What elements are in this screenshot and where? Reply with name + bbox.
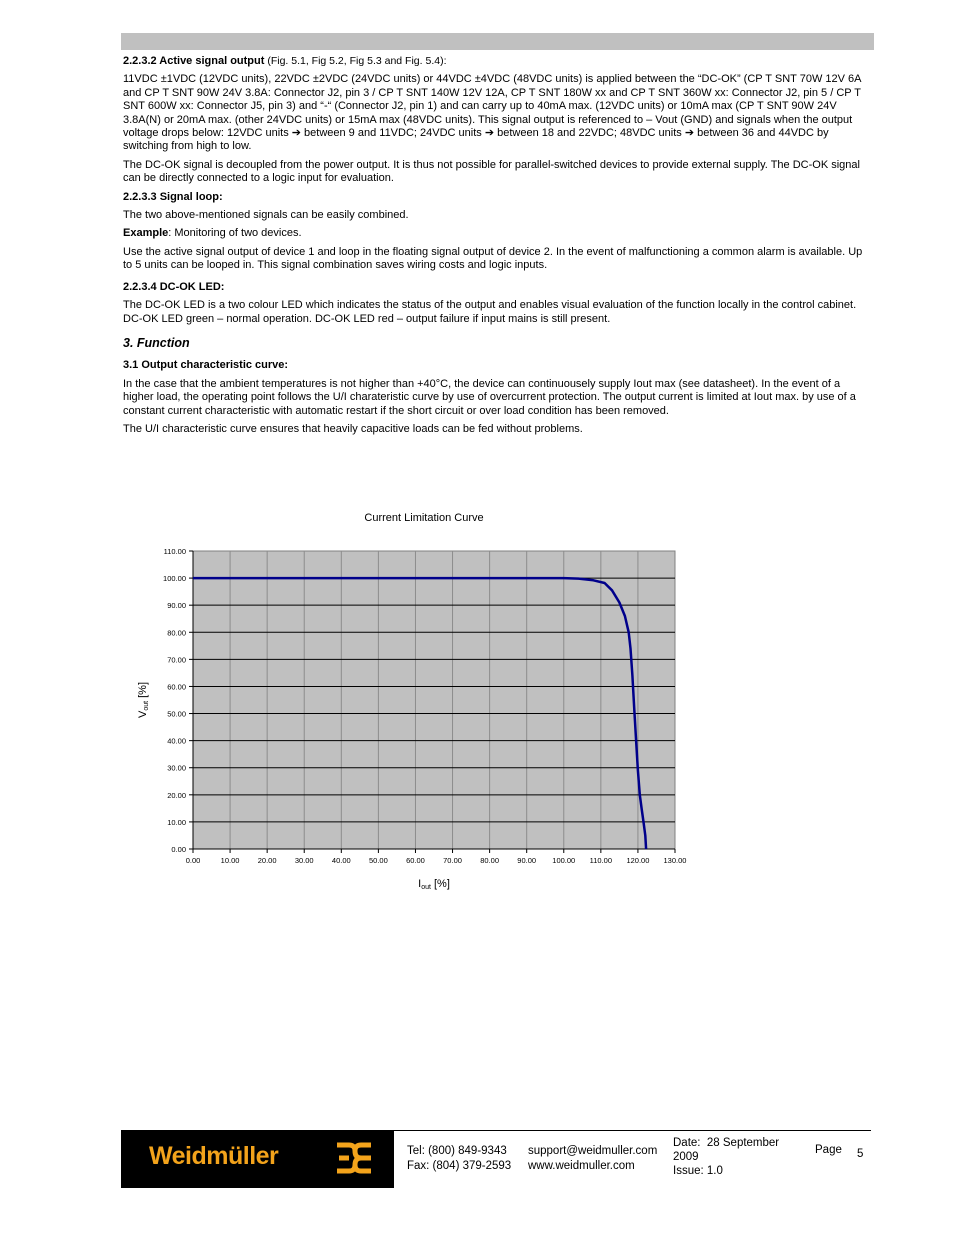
y-tick-label: 100.00 — [163, 574, 186, 584]
x-tick-label: 100.00 — [552, 856, 576, 865]
section-heading-output-curve: 3.1 Output characteristic curve: — [123, 359, 289, 372]
footer-website[interactable]: www.weidmuller.com — [528, 1160, 635, 1172]
weidmuller-cross-icon — [335, 1141, 373, 1175]
y-tick-label: 40.00 — [167, 736, 186, 746]
footer-tel: Tel: (800) 849-9343 — [407, 1145, 507, 1157]
section-heading-active-signal-output: 2.2.3.2 Active signal output (Fig. 5.1, Fig 5.2, Fig 5.3 and Fig. 5.4): — [123, 55, 447, 67]
footer-date-year: 2009 — [673, 1151, 699, 1163]
x-tick-label: 10.00 — [220, 856, 240, 865]
x-tick-label: 120.00 — [626, 856, 650, 865]
x-tick-label: 90.00 — [517, 856, 537, 865]
footer-page-label: Page — [815, 1144, 842, 1156]
section-heading-function: 3. Function — [123, 335, 190, 350]
y-tick-label: 80.00 — [167, 628, 186, 638]
footer-date: Date: 28 September — [673, 1137, 780, 1149]
x-tick-label: 60.00 — [406, 856, 425, 865]
arrow-icon: ➔ — [291, 127, 301, 140]
paragraph-signal-loop-usage: Use the active signal output of device 1 and loop in the floating signal output of device 2. In the event of malfunctioning a common alarm is available. Up to 5 units can be looped in. This signal combination saves wiring costs and logic inputs. — [123, 245, 863, 272]
section-heading-signal-loop: 2.2.3.3 Signal loop: — [123, 190, 223, 203]
y-tick-label: 30.00 — [167, 763, 186, 773]
y-tick-label: 10.00 — [167, 817, 186, 827]
x-tick-label: 50.00 — [368, 856, 388, 865]
paragraph-dc-ok-decoupled: The DC-OK signal is decoupled from the power output. It is thus not possible for parallel-switched devices to provide external supply. The DC-OK signal can be directly connected to a logic input for evaluation. — [123, 158, 860, 185]
arrow-icon: ➔ — [484, 127, 495, 140]
y-axis-label: Vout [%] — [137, 681, 150, 719]
x-tick-label: 130.00 — [663, 856, 687, 865]
paragraph-output-curve: In the case that the ambient temperatures is not higher than +40°C, the device can continuousely supply Iout max (see datasheet). In the event of a higher load, the operating point follows the U/I charateristic curve by use of overcurrent protection. The output current is limited at Iout max. by use of a constant current characteristic with automatic restart if the short circuit or over load condition has been removed. — [123, 377, 856, 417]
x-tick-label: 30.00 — [294, 856, 314, 865]
section-heading-dc-ok-led: 2.2.3.4 DC-OK LED: — [123, 280, 225, 293]
paragraph-active-signal: 11VDC ±1VDC (12VDC units), 22VDC ±2VDC (24VDC units) or 44VDC ±4VDC (48VDC units) is applied between the “DC-OK” (CP T SNT 70W 12V 6A and CP T SNT 90W 24V 3.8A: Connector J2, pin 3 / CP T SNT 140W 12V 12A, CP T SNT 180W xx and CP T SNT 360W xx: Connector J2, pin 5 / CP T SNT 600W xx: Connector J5, pin 3) and “-“ (Connector J2, pin 1) and can carry up to 40mA max. (12VDC units) or 10mA max (CP T SNT 90W 24V 3.8A(N) or 20mA max. (other 24VDC units) or 15mA max (48VDC units). This signal output is referenced to – Vout (GND) and signals when the output voltage drops below: 12VDC units ➔ between 9 and 11VDC; 24VDC units ➔ between 18 and 22VDC; 48VDC units ➔ between 36 and 44VDC by switching from high to low. — [123, 73, 861, 153]
arrow-icon: ➔ — [684, 127, 695, 140]
x-axis-label: Iout [%] — [418, 878, 450, 891]
x-tick-label: 80.00 — [480, 856, 500, 865]
x-tick-label: 110.00 — [589, 856, 613, 865]
chart-title: Current Limitation Curve — [364, 512, 484, 524]
y-tick-label: 60.00 — [167, 682, 186, 692]
x-tick-label: 0.00 — [185, 856, 201, 865]
paragraph-dc-ok-led: The DC-OK LED is a two colour LED which indicates the status of the output and enables visual evaluation of the function locally in the control cabinet. DC-OK LED green – normal operation. DC-OK LED red – output failure if input mains is still present. — [123, 299, 857, 325]
x-tick-label: 20.00 — [257, 856, 277, 865]
y-tick-label: 20.00 — [167, 790, 186, 800]
footer-page-number: 5 — [857, 1148, 864, 1160]
y-tick-label: 0.00 — [171, 845, 186, 854]
y-tick-label: 90.00 — [167, 601, 186, 611]
x-tick-label: 40.00 — [331, 856, 351, 865]
footer-issue: Issue: 1.0 — [673, 1165, 723, 1177]
footer-fax: Fax: (804) 379-2593 — [407, 1160, 512, 1172]
figure-reference: (Fig. 5.1, Fig 5.2, Fig 5.3 and Fig. 5.4): — [264, 55, 447, 67]
x-tick-label: 70.00 — [443, 856, 462, 865]
paragraph-capacitive-loads: The U/I characteristic curve ensures that heavily capacitive loads can be fed without problems. — [123, 422, 583, 435]
weidmuller-logo — [121, 1130, 394, 1188]
paragraph-example: Example: Monitoring of two devices. — [123, 227, 302, 240]
paragraph-signal-loop-intro: The two above-mentioned signals can be easily combined. — [123, 209, 409, 222]
plot-area — [193, 551, 675, 849]
y-tick-label: 50.00 — [167, 709, 186, 719]
y-tick-label: 70.00 — [167, 655, 186, 665]
footer-email[interactable]: support@weidmuller.com — [528, 1145, 658, 1157]
logo-wordmark: Weidmüller — [149, 1142, 279, 1170]
y-tick-label: 110.00 — [163, 547, 186, 556]
page-footer — [121, 1130, 871, 1188]
example-label: Example — [123, 227, 169, 240]
